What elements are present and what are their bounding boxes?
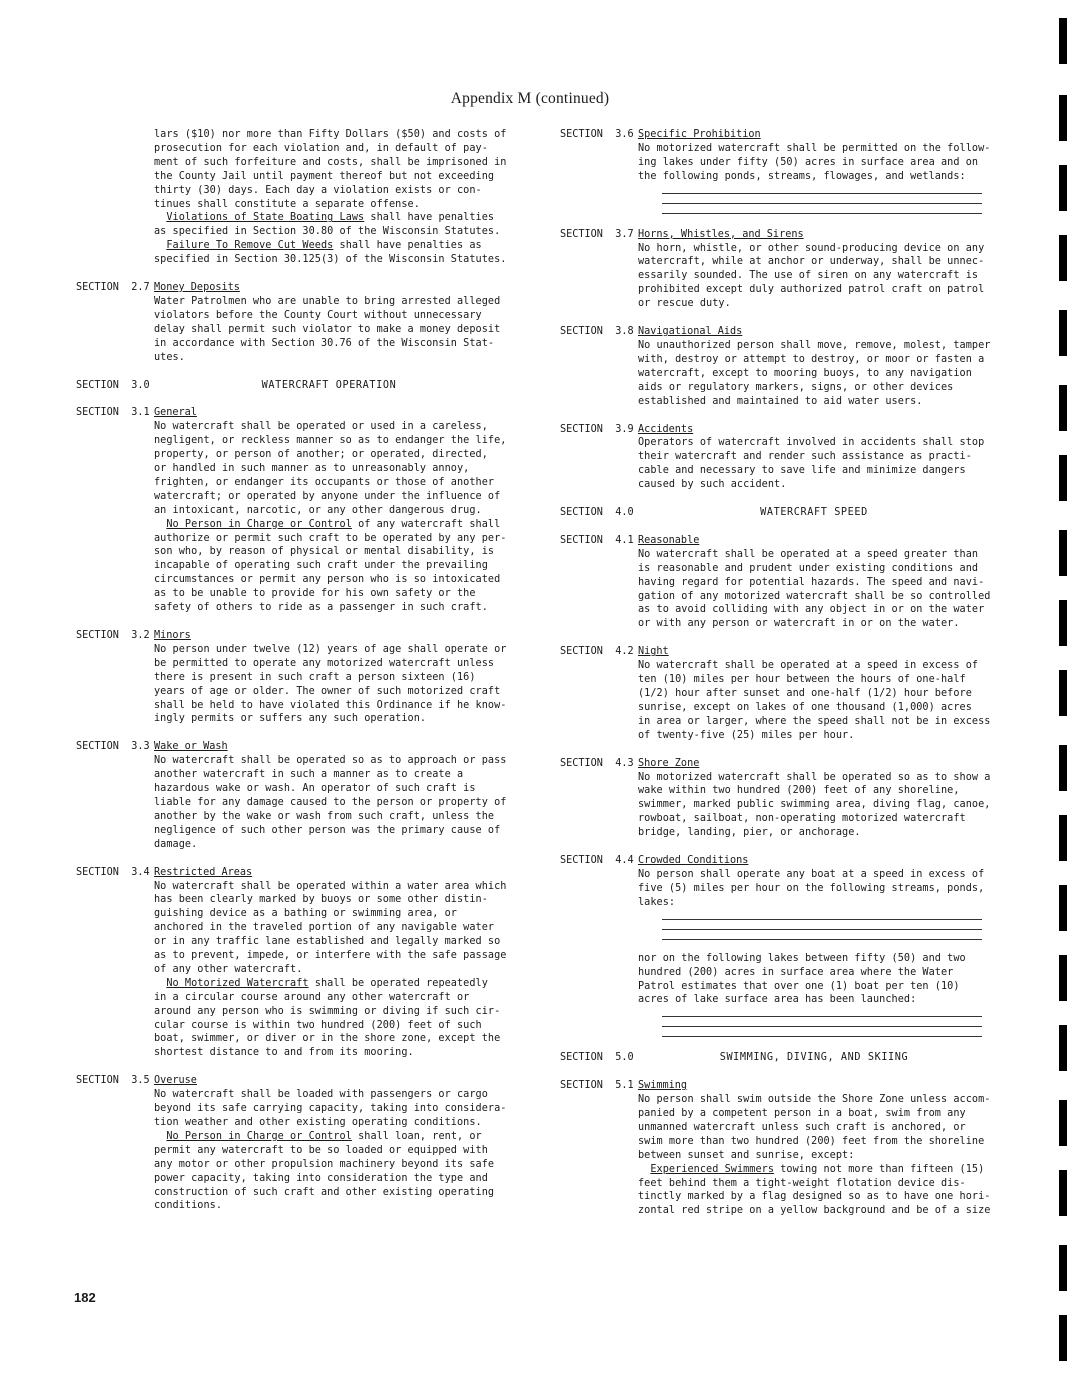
text-line: utes.	[154, 351, 185, 363]
text-line: swimmer, marked public swimming area, diving flag, canoe,	[638, 799, 991, 811]
page-number: 182	[74, 1290, 96, 1305]
section-title: Horns, Whistles, and Sirens	[638, 228, 804, 240]
text-line: acres of lake surface area has been launched:	[638, 994, 917, 1006]
text-line: No motorized watercraft shall be operated so as to show a	[638, 771, 991, 783]
text-line: around any person who is swimming or diving if such cir-	[154, 1005, 501, 1017]
binding-mark	[1059, 530, 1067, 576]
text-line: watercraft, except to mooring buoys, to any navigation	[638, 367, 972, 379]
text-line: feet behind them a tight-weight flotation device dis-	[638, 1177, 966, 1189]
text-line: another watercraft in such a manner as to create a	[154, 769, 464, 781]
text-span: shall have penalties	[364, 212, 495, 224]
section-3-5	[76, 1074, 507, 1213]
section-title: Specific Prohibition	[638, 129, 761, 140]
text-line: tinctly marked by a flag designed so as to have one hori-	[638, 1191, 991, 1203]
section-title: Money Deposits	[154, 282, 240, 294]
text-line: delay shall permit such violator to make a money deposit	[154, 323, 501, 335]
text-line: wake within two hundred (200) feet of any shoreline,	[638, 785, 960, 797]
text-line: nor on the following lakes between fifty (50) and two	[638, 952, 966, 964]
text-line: power capacity, taking into consideration the type and	[154, 1172, 488, 1184]
text-span: towing not more than fifteen (15)	[774, 1163, 985, 1175]
section-title: General	[154, 407, 197, 419]
text-line: incapable of operating such craft under the prevailing	[154, 560, 488, 572]
text-line: or handled in such manner as to unreasonably annoy,	[154, 463, 470, 475]
binding-mark	[1059, 18, 1067, 64]
text-line: Patrol estimates that over one (1) boat per ten (10)	[638, 980, 960, 992]
text-line: their watercraft and render such assistance as practi-	[638, 451, 972, 463]
text-line: (1/2) hour after sunset and one-half (1/2) hour before	[638, 688, 972, 699]
text-line: No motorized watercraft shall be permitted on the follow-	[638, 142, 991, 154]
text-line: No person shall operate any boat at a speed in excess of	[638, 868, 985, 880]
text-line: son who, by reason of physical or mental disability, is	[154, 546, 495, 558]
section-number: SECTION 3.7	[560, 228, 634, 240]
text-line: as to be unable to provide for his own safety or the	[154, 588, 476, 600]
binding-mark	[1059, 815, 1067, 861]
section-title: Accidents	[638, 423, 694, 435]
text-line: in accordance with Section 30.76 of the Wisconsin Stat-	[154, 337, 495, 349]
text-line: an intoxicant, narcotic, or any other dangerous drug.	[154, 504, 482, 516]
text-line: in a circular course around any other watercraft or	[154, 991, 470, 1003]
section-4-1	[560, 534, 990, 631]
underlined-term: Failure To Remove Cut Weeds	[166, 240, 334, 252]
text-line: prosecution for each violation and, in default of pay-	[154, 142, 488, 154]
binding-mark	[1059, 455, 1067, 501]
binding-mark	[1059, 1170, 1067, 1216]
text-line: or with any person or watercraft in or on the water.	[638, 618, 960, 630]
text-line: in area or larger, where the speed shall not be in excess	[638, 715, 991, 727]
section-title: Swimming	[638, 1080, 688, 1092]
binding-mark	[1059, 1315, 1067, 1361]
text-line: zontal red stripe on a yellow background and be of a size	[638, 1205, 991, 1217]
text-line: gation of any motorized watercraft shall be so controlled	[638, 590, 991, 602]
text-line: watercraft; or operated by anyone under the influence of	[154, 490, 501, 502]
text-line	[154, 518, 506, 532]
text-line: permit any watercraft to be so loaded or equipped with	[154, 1144, 488, 1156]
text-span: shall loan, rent, or	[351, 1130, 482, 1142]
section-number: SECTION 4.2	[560, 646, 634, 658]
section-title: Reasonable	[638, 534, 700, 546]
section-title: Crowded Conditions	[638, 855, 749, 867]
text-line: No watercraft shall be operated so as to approach or pass	[154, 755, 507, 767]
text-line: ten (10) miles per hour between the hours of one-half	[638, 674, 966, 686]
section-number: SECTION 3.1	[76, 407, 150, 419]
blank-fill-line	[662, 184, 982, 194]
section-title: Night	[638, 646, 669, 658]
right-column	[560, 128, 990, 1218]
text-line: the following ponds, streams, flowages, and wetlands:	[638, 170, 966, 182]
section-number: SECTION 3.9	[560, 423, 634, 435]
section-title: Navigational Aids	[638, 326, 743, 338]
underlined-term: Violations of State Boating Laws	[166, 212, 365, 224]
text-line: safety of others to ride as a passenger in such craft.	[154, 602, 488, 614]
section-number: SECTION 2.7	[76, 282, 150, 294]
text-line	[154, 239, 504, 253]
text-line: the County Jail until payment thereof but not exceeding	[154, 170, 495, 182]
text-line	[154, 1130, 506, 1144]
section-3-3	[76, 740, 507, 851]
section-3-7	[560, 228, 990, 311]
section-3-0	[76, 379, 504, 393]
text-line: Operators of watercraft involved in accidents shall stop	[638, 437, 985, 449]
binding-mark	[1059, 1025, 1067, 1071]
section-3-8	[560, 325, 990, 408]
section-number: SECTION 3.5	[76, 1075, 150, 1087]
text-line: property, or person of another; or operated, directed,	[154, 449, 488, 461]
blank-fill-line	[662, 930, 982, 940]
binding-mark	[1059, 310, 1067, 356]
section-number: SECTION 3.4	[76, 866, 150, 878]
underlined-term: No Person in Charge or Control	[166, 1130, 352, 1142]
binding-mark	[1059, 670, 1067, 716]
section-number: SECTION 3.2	[76, 630, 150, 641]
text-line: ingly permits or suffers any such operation.	[154, 713, 427, 725]
text-line: as to avoid colliding with any object in or on the water	[638, 604, 985, 616]
text-span: of any watercraft shall	[351, 518, 501, 530]
text-line: No unauthorized person shall move, remove, molest, tamper	[638, 339, 991, 351]
text-line: thirty (30) days. Each day a violation exists or con-	[154, 184, 482, 196]
text-line: negligence of such other person was the primary cause of	[154, 824, 501, 836]
text-line: tion weather and other existing operating conditions.	[154, 1117, 482, 1128]
section-3-9	[560, 423, 990, 493]
text-line: Water Patrolmen who are unable to bring arrested alleged	[154, 295, 501, 307]
section-title: Wake or Wash	[154, 741, 228, 753]
text-line: having regard for potential hazards. The speed and navi-	[638, 576, 985, 588]
text-line: lars ($10) nor more than Fifty Dollars ($50) and costs of	[154, 129, 507, 140]
underlined-term: Experienced Swimmers	[650, 1163, 775, 1175]
text-line: No horn, whistle, or other sound-producing device on any	[638, 242, 985, 254]
underlined-term: No Person in Charge or Control	[166, 518, 352, 530]
text-line: between sunset and sunrise, except:	[638, 1149, 855, 1161]
text-line: is reasonable and prudent under existing conditions and	[638, 562, 979, 574]
binding-mark	[1059, 955, 1067, 1001]
text-line: No person under twelve (12) years of age shall operate or	[154, 643, 507, 655]
text-line: authorize or permit such craft to be operated by any per-	[154, 532, 507, 544]
text-line: has been clearly marked by buoys or some other distin-	[154, 894, 488, 906]
text-line: negligent, or reckless manner so as to endanger the life,	[154, 435, 507, 447]
text-line: ment of such forfeiture and costs, shall be imprisoned in	[154, 156, 507, 168]
text-line: guishing device as a bathing or swimming area, or	[154, 908, 457, 920]
underlined-term: No Motorized Watercraft	[166, 977, 309, 989]
section-4-3	[560, 757, 990, 840]
text-span: shall be operated repeatedly	[308, 977, 488, 989]
text-line: No watercraft shall be operated at a speed in excess of	[638, 660, 979, 672]
text-line: aids or regulatory markers, signs, or other devices	[638, 381, 954, 393]
section-number: SECTION 5.0	[560, 1052, 634, 1064]
text-line: No watercraft shall be loaded with passengers or cargo	[154, 1089, 488, 1101]
text-span: shall have penalties as	[333, 240, 482, 252]
text-line: panied by a competent person in a boat, swim from any	[638, 1108, 966, 1120]
text-line: established and maintained to aid water users.	[638, 395, 923, 407]
binding-mark	[1059, 95, 1067, 141]
section-heading: SWIMMING, DIVING, AND SKIING	[719, 1052, 909, 1064]
text-line: caused by such accident.	[638, 479, 787, 491]
text-line: anchored in the traveled portion of any navigable water	[154, 922, 495, 934]
binding-mark	[1059, 235, 1067, 281]
section-5-1	[560, 1079, 990, 1218]
text-line: as to prevent, impede, or interfere with the safe passage	[154, 950, 507, 962]
section-number: SECTION 4.1	[560, 534, 634, 546]
blank-fill-line	[662, 1027, 982, 1037]
text-line: with, destroy or attempt to destroy, or moor or fasten a	[638, 353, 985, 365]
binding-mark	[1059, 885, 1067, 931]
section-5-0	[560, 1051, 990, 1065]
text-line: beyond its safe carrying capacity, taking into considera-	[154, 1103, 507, 1115]
section-title: Minors	[154, 630, 191, 641]
left-column	[76, 128, 507, 1213]
section-number: SECTION 4.0	[560, 507, 634, 519]
section-title: Overuse	[154, 1075, 197, 1087]
section-3-6	[560, 128, 990, 214]
text-line: specified in Section 30.125(3) of the Wisconsin Statutes.	[154, 254, 507, 266]
binding-mark	[1059, 385, 1067, 431]
text-line: swim more than two hundred (200) feet from the shoreline	[638, 1135, 985, 1147]
text-line: construction of such craft and other existing operating	[154, 1186, 495, 1198]
section-2-7	[76, 281, 504, 364]
text-line: there is present in such craft a person sixteen (16)	[154, 671, 476, 683]
text-line	[638, 1163, 990, 1177]
text-line: cable and necessary to save life and minimize dangers	[638, 465, 966, 477]
binding-mark	[1059, 165, 1067, 211]
section-heading: WATERCRAFT SPEED	[760, 507, 868, 519]
text-line	[154, 211, 504, 225]
text-line: No person shall swim outside the Shore Zone unless accom-	[638, 1094, 991, 1106]
text-line: of twenty-five (25) miles per hour.	[638, 729, 855, 741]
text-line: sunrise, except on lakes of one thousand (1,000) acres	[638, 701, 972, 713]
section-number: SECTION 3.0	[76, 379, 150, 391]
section-number: SECTION 3.6	[560, 129, 634, 140]
text-line: or in any traffic lane established and legally marked so	[154, 936, 501, 948]
binding-mark	[1059, 745, 1067, 791]
blank-fill-line	[662, 910, 982, 920]
text-line: circumstances or permit any person who is so intoxicated	[154, 574, 501, 586]
text-line: damage.	[154, 838, 198, 850]
text-line: another by the wake or wash from such craft, unless the	[154, 810, 495, 822]
text-line: No watercraft shall be operated or used in a careless,	[154, 421, 488, 433]
section-3-1	[76, 406, 507, 615]
blank-fill-line	[662, 920, 982, 930]
section-3-2	[76, 629, 507, 726]
section-number: SECTION 4.3	[560, 757, 634, 769]
section-4-0	[560, 506, 990, 520]
section-4-4	[560, 854, 990, 1037]
section-heading: WATERCRAFT OPERATION	[261, 379, 397, 391]
text-line: shortest distance to and from its mooring.	[154, 1047, 414, 1059]
blank-fill-line	[662, 204, 982, 214]
text-line: unmanned watercraft unless such craft is anchored, or	[638, 1121, 966, 1133]
text-line: cular course is within two hundred (200) feet of such	[154, 1019, 482, 1031]
section-4-2	[560, 645, 990, 742]
binding-mark	[1059, 600, 1067, 646]
text-line: ing lakes under fifty (50) acres in surface area and on	[638, 156, 979, 168]
blank-fill-line	[662, 194, 982, 204]
text-line: lakes:	[638, 896, 676, 908]
intro-paragraph	[154, 128, 507, 267]
text-line: violators before the County Court without unnecessary	[154, 309, 482, 321]
section-3-4	[76, 866, 507, 1061]
binding-marks	[1054, 0, 1074, 1380]
text-line: hazardous wake or wash. An operator of such craft is	[154, 783, 476, 795]
text-line: of any other watercraft.	[154, 963, 303, 975]
text-line: prohibited except duly authorized patrol craft on patrol	[638, 284, 985, 296]
text-line: No watercraft shall be operated within a water area which	[154, 880, 507, 892]
section-number: SECTION 4.4	[560, 855, 634, 867]
text-line: years of age or older. The owner of such motorized craft	[154, 685, 501, 697]
section-title: Restricted Areas	[154, 866, 253, 878]
text-line: any motor or other propulsion machinery beyond its safe	[154, 1158, 495, 1170]
text-line: as specified in Section 30.80 of the Wisconsin Statutes.	[154, 226, 501, 238]
section-number: SECTION 3.3	[76, 741, 150, 753]
text-line: essarily sounded. The use of siren on any watercraft is	[638, 270, 979, 282]
text-line: or rescue duty.	[638, 298, 731, 310]
text-line	[154, 977, 506, 991]
text-line: frighten, or endanger its occupants or those of another	[154, 476, 495, 488]
text-line: conditions.	[154, 1200, 223, 1212]
section-title: Shore Zone	[638, 757, 700, 769]
blank-fill-line	[662, 1017, 982, 1027]
text-line: rowboat, sailboat, non-operating motorized watercraft	[638, 813, 966, 825]
text-line: No watercraft shall be operated at a speed greater than	[638, 548, 979, 560]
text-line: be permitted to operate any motorized watercraft unless	[154, 657, 495, 669]
text-line: five (5) miles per hour on the following streams, ponds,	[638, 882, 985, 894]
text-line: tinues shall constitute a separate offense.	[154, 198, 420, 210]
text-line: liable for any damage caused to the person or property of	[154, 796, 507, 808]
text-line: shall be held to have violated this Ordinance if he know-	[154, 699, 507, 711]
text-line: boat, swimmer, or diver or in the shore zone, except the	[154, 1033, 501, 1045]
blank-fill-line	[662, 1007, 982, 1017]
page-title: Appendix M (continued)	[450, 90, 610, 107]
binding-mark	[1059, 1100, 1067, 1146]
section-number: SECTION 5.1	[560, 1080, 634, 1092]
text-line: bridge, landing, pier, or anchorage.	[638, 827, 861, 839]
section-number: SECTION 3.8	[560, 326, 634, 338]
text-line: hundred (200) acres in surface area where the Water	[638, 966, 954, 978]
text-line: watercraft, while at anchor or underway, shall be unnec-	[638, 256, 985, 268]
binding-mark	[1059, 1245, 1067, 1291]
